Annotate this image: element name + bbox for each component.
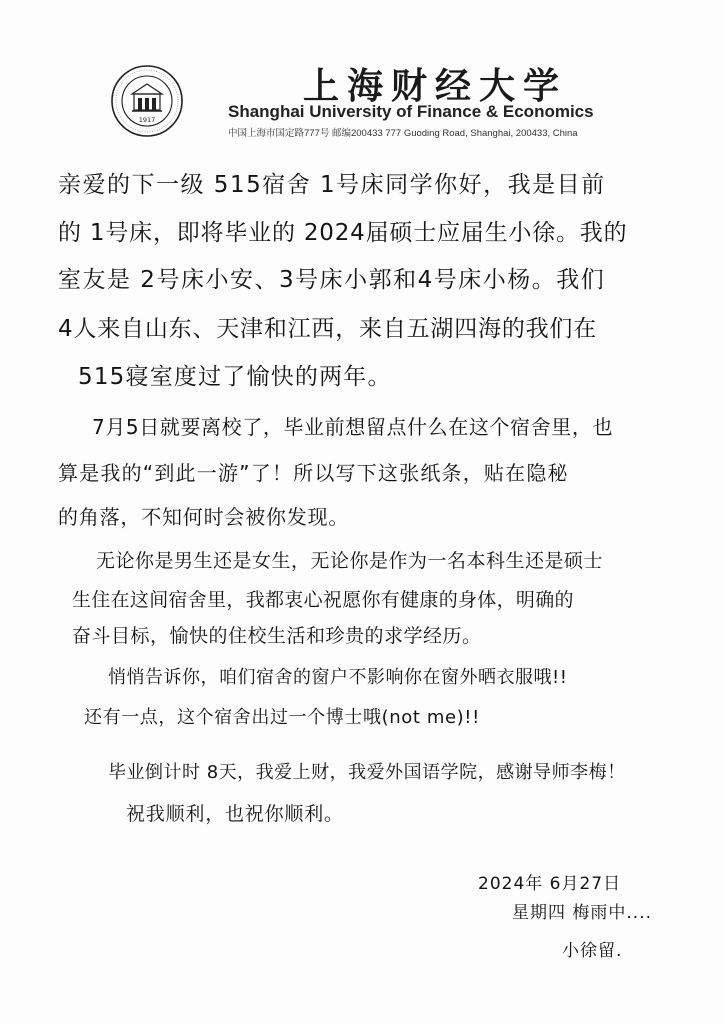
letter-line: 毕业倒计时 8天，我爱上财，我爱外国语学院，感谢导师李梅！ <box>108 762 626 783</box>
letter-line: 生住在这间宿舍里，我都衷心祝愿你有健康的身体，明确的 <box>72 589 574 611</box>
seal-year: 1917 <box>138 116 156 124</box>
letter-line: 悄悄告诉你，咱们宿舍的窗户不影响你在窗外晒衣服哦!! <box>108 667 568 688</box>
university-name-cn: 上海财经大学 <box>302 65 567 107</box>
letter-line: 的 1号床，即将毕业的 2024届硕士应届生小徐。我的 <box>58 220 628 246</box>
letter-line: 4人来自山东、天津和江西，来自五湖四海的我们在 <box>58 316 598 342</box>
letter-line: 的角落，不知何时会被你发现。 <box>58 505 350 529</box>
signature-weather: 星期四 梅雨中.... <box>512 903 653 923</box>
letter-line: 7月5日就要离校了，毕业前想留点什么在这个宿舍里，也 <box>92 415 614 439</box>
letter-line: 室友是 2号床小安、3号床小郭和4号床小杨。我们 <box>58 267 606 293</box>
signature-date: 2024年 6月27日 <box>478 874 622 894</box>
letter-line: 算是我的“到此一游”了！所以写下这张纸条，贴在隐秘 <box>58 461 569 485</box>
letter-line: 无论你是男生还是女生，无论你是作为一名本科生还是硕士 <box>96 550 604 572</box>
letter-line: 亲爱的下一级 515宿舍 1号床同学你好，我是目前 <box>58 172 606 198</box>
university-seal-icon <box>110 64 184 138</box>
signature-name: 小徐留. <box>562 941 623 961</box>
letterhead <box>110 58 630 140</box>
university-address: 中国上海市国定路777号 邮编200433 777 Guoding Road, Shanghai, 200433, China <box>228 128 578 139</box>
letter-line: 祝我顺利，也祝你顺利。 <box>126 803 344 825</box>
letter-line: 515寝室度过了愉快的两年。 <box>78 364 392 390</box>
letter-line: 还有一点，这个宿舍出过一个博士哦(not me)!! <box>84 707 480 728</box>
letter-line: 奋斗目标，愉快的住校生活和珍贵的求学经历。 <box>72 625 482 647</box>
university-name-en: Shanghai University of Finance & Economics <box>228 102 594 121</box>
